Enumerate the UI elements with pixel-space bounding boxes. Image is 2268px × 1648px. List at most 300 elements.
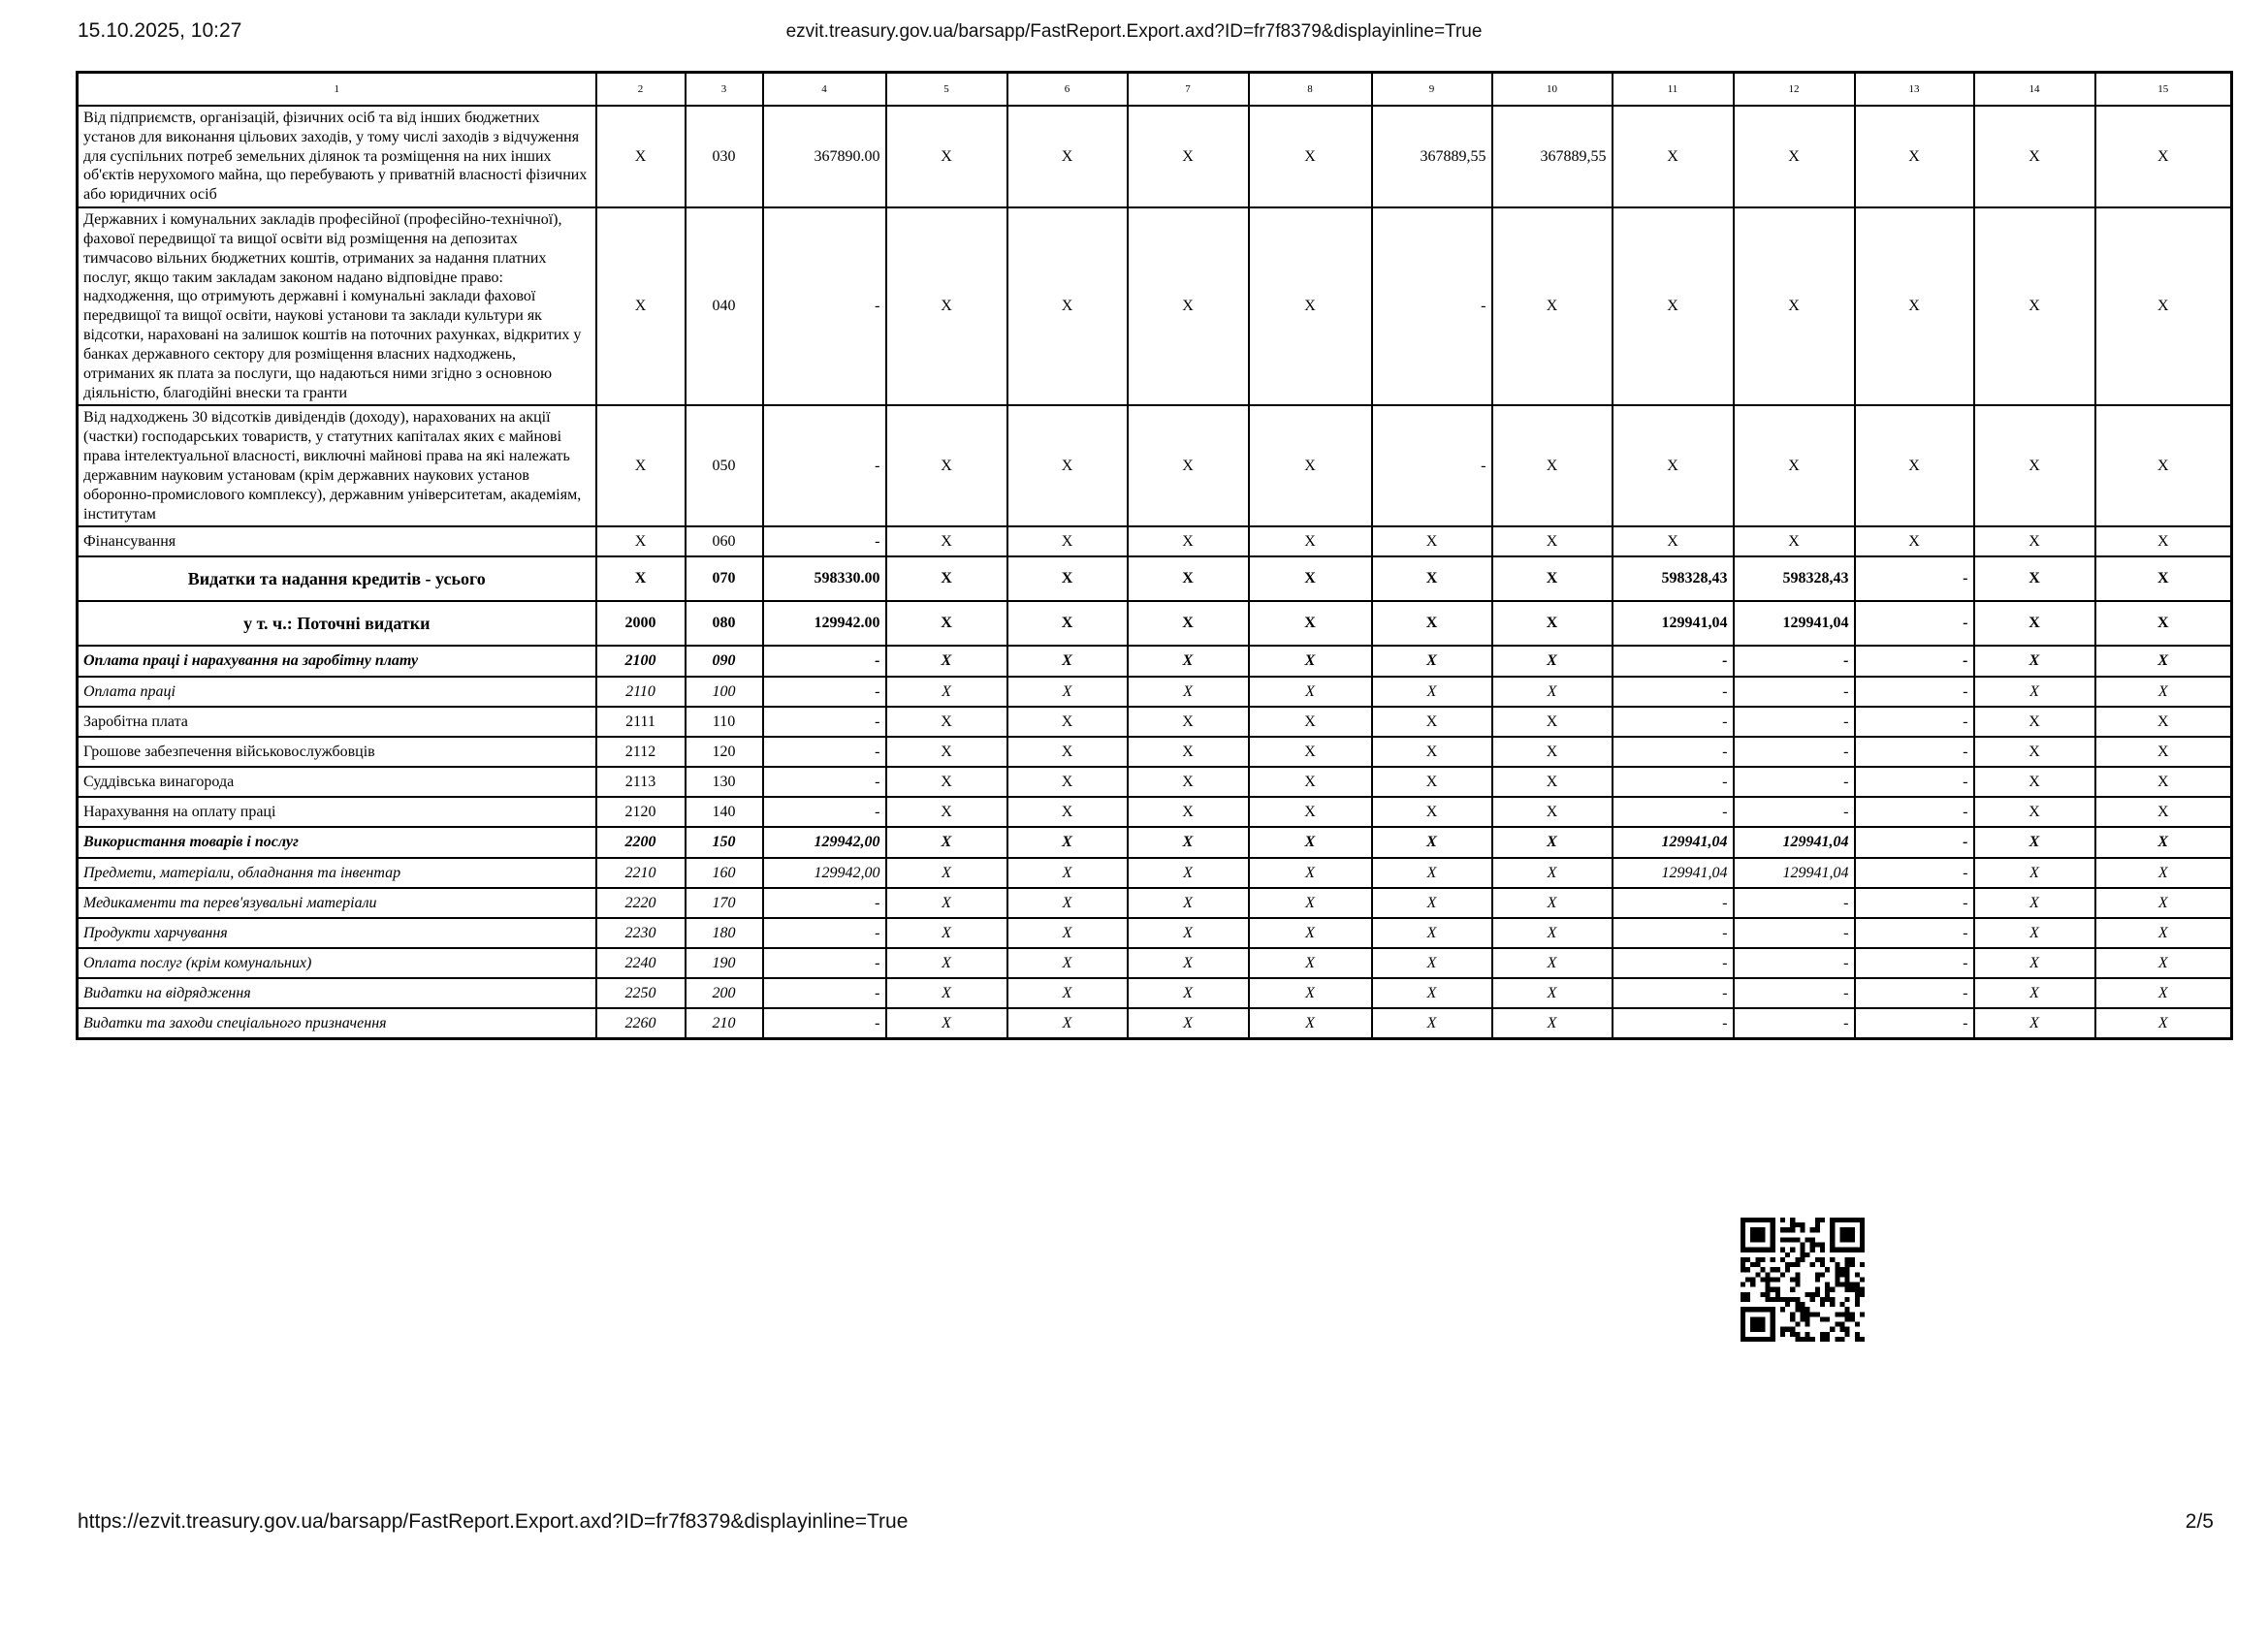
- table-row: [78, 526, 2232, 556]
- table-cell: X: [1372, 707, 1492, 737]
- table-cell: X: [1734, 207, 1855, 405]
- table-cell: X: [1974, 1008, 2095, 1038]
- table-cell: X: [886, 918, 1007, 948]
- table-cell: -: [1855, 918, 1974, 948]
- table-cell: X: [1492, 797, 1613, 827]
- table-cell: X: [2095, 827, 2232, 858]
- table-cell: -: [763, 948, 886, 978]
- table-cell: 367889,55: [1492, 106, 1613, 207]
- table-cell: -: [1372, 405, 1492, 526]
- table-cell: 129942,00: [763, 858, 886, 888]
- table-cell: -: [1855, 601, 1974, 646]
- table-cell: X: [886, 827, 1007, 858]
- table-row: [78, 767, 2232, 797]
- table-cell: X: [1734, 106, 1855, 207]
- table-cell: -: [763, 797, 886, 827]
- table-cell: -: [763, 677, 886, 707]
- table-cell: X: [1492, 767, 1613, 797]
- table-cell: X: [1492, 1008, 1613, 1038]
- table-cell: X: [1974, 677, 2095, 707]
- table-cell: X: [1007, 677, 1128, 707]
- row-label: Оплата праці: [78, 677, 596, 707]
- table-cell: X: [1128, 677, 1249, 707]
- table-cell: -: [1613, 888, 1734, 918]
- table-cell: -: [1613, 646, 1734, 677]
- table-cell: X: [1855, 106, 1974, 207]
- table-cell: 110: [686, 707, 763, 737]
- table-cell: X: [1372, 888, 1492, 918]
- column-number: 8: [1249, 73, 1372, 107]
- table-cell: X: [1128, 797, 1249, 827]
- table-cell: 2100: [596, 646, 686, 677]
- column-number: 6: [1007, 73, 1128, 107]
- column-number: 4: [763, 73, 886, 107]
- table-cell: X: [886, 767, 1007, 797]
- table-cell: -: [763, 405, 886, 526]
- table-cell: X: [2095, 646, 2232, 677]
- table-cell: X: [1734, 526, 1855, 556]
- table-cell: -: [763, 888, 886, 918]
- table-cell: -: [763, 646, 886, 677]
- table-cell: -: [1734, 888, 1855, 918]
- table-row: [78, 207, 2232, 405]
- table-cell: 2000: [596, 601, 686, 646]
- table-cell: X: [596, 526, 686, 556]
- table-cell: -: [1613, 1008, 1734, 1038]
- table-cell: X: [886, 737, 1007, 767]
- table-cell: 080: [686, 601, 763, 646]
- table-cell: X: [2095, 556, 2232, 601]
- column-number: 5: [886, 73, 1007, 107]
- table-cell: -: [763, 707, 886, 737]
- table-cell: X: [886, 106, 1007, 207]
- table-cell: X: [1249, 556, 1372, 601]
- table-cell: -: [1855, 1008, 1974, 1038]
- table-cell: X: [886, 677, 1007, 707]
- table-cell: 130: [686, 767, 763, 797]
- table-cell: X: [596, 405, 686, 526]
- table-cell: -: [1855, 737, 1974, 767]
- table-cell: 190: [686, 948, 763, 978]
- table-cell: -: [1734, 646, 1855, 677]
- table-cell: X: [1492, 737, 1613, 767]
- table-cell: X: [1372, 737, 1492, 767]
- table-cell: -: [1855, 797, 1974, 827]
- table-cell: 129942,00: [763, 827, 886, 858]
- table-cell: -: [1734, 918, 1855, 948]
- table-cell: 100: [686, 677, 763, 707]
- table-row: [78, 1008, 2232, 1038]
- table-cell: X: [1128, 707, 1249, 737]
- table-cell: X: [886, 207, 1007, 405]
- table-cell: X: [1855, 405, 1974, 526]
- table-cell: X: [1249, 646, 1372, 677]
- table-cell: X: [596, 556, 686, 601]
- table-cell: X: [1249, 207, 1372, 405]
- table-cell: X: [1007, 556, 1128, 601]
- table-cell: X: [1492, 405, 1613, 526]
- table-cell: X: [1372, 556, 1492, 601]
- table-cell: X: [1249, 858, 1372, 888]
- table-cell: 2220: [596, 888, 686, 918]
- table-cell: -: [763, 767, 886, 797]
- row-label: у т. ч.: Поточні видатки: [78, 601, 596, 646]
- table-cell: 2112: [596, 737, 686, 767]
- table-cell: 030: [686, 106, 763, 207]
- table-cell: X: [1128, 106, 1249, 207]
- table-cell: X: [1249, 526, 1372, 556]
- table-cell: X: [2095, 677, 2232, 707]
- table-cell: -: [1734, 797, 1855, 827]
- table-cell: 2240: [596, 948, 686, 978]
- table-cell: X: [1492, 888, 1613, 918]
- column-number: 3: [686, 73, 763, 107]
- column-number: 10: [1492, 73, 1613, 107]
- column-header-row: [78, 73, 2232, 107]
- table-row: [78, 827, 2232, 858]
- print-footer-url: https://ezvit.treasury.gov.ua/barsapp/FastReport.Export.axd?ID=fr7f8379&displayinline=True: [78, 1510, 909, 1533]
- table-cell: X: [886, 707, 1007, 737]
- table-cell: X: [1249, 737, 1372, 767]
- table-cell: 160: [686, 858, 763, 888]
- table-cell: -: [1734, 767, 1855, 797]
- table-cell: X: [1372, 918, 1492, 948]
- table-cell: X: [2095, 526, 2232, 556]
- table-cell: X: [596, 106, 686, 207]
- table-cell: -: [1613, 707, 1734, 737]
- table-cell: X: [1007, 526, 1128, 556]
- column-number: 12: [1734, 73, 1855, 107]
- table-cell: X: [1492, 707, 1613, 737]
- table-cell: X: [1492, 601, 1613, 646]
- column-number: 15: [2095, 73, 2232, 107]
- table-row: [78, 737, 2232, 767]
- table-cell: X: [1007, 767, 1128, 797]
- column-number: 9: [1372, 73, 1492, 107]
- table-cell: X: [1974, 737, 2095, 767]
- table-cell: X: [1492, 556, 1613, 601]
- table-cell: -: [1855, 827, 1974, 858]
- table-cell: -: [1613, 948, 1734, 978]
- table-row: [78, 707, 2232, 737]
- table-cell: -: [1734, 1008, 1855, 1038]
- table-cell: -: [1613, 978, 1734, 1008]
- table-cell: -: [763, 918, 886, 948]
- table-cell: X: [1974, 526, 2095, 556]
- table-cell: 180: [686, 918, 763, 948]
- table-cell: X: [2095, 707, 2232, 737]
- table-cell: X: [1974, 948, 2095, 978]
- table-cell: 040: [686, 207, 763, 405]
- table-cell: -: [1734, 677, 1855, 707]
- table-cell: 120: [686, 737, 763, 767]
- table-cell: X: [1974, 918, 2095, 948]
- row-label: Видатки та заходи спеціального призначення: [78, 1008, 596, 1038]
- table-cell: -: [1613, 767, 1734, 797]
- table-cell: X: [1492, 918, 1613, 948]
- table-cell: 129941,04: [1613, 858, 1734, 888]
- table-row: [78, 677, 2232, 707]
- table-cell: X: [2095, 405, 2232, 526]
- table-cell: 050: [686, 405, 763, 526]
- row-label: Предмети, матеріали, обладнання та інвентар: [78, 858, 596, 888]
- table-cell: X: [2095, 767, 2232, 797]
- table-cell: X: [1249, 978, 1372, 1008]
- table-cell: -: [1734, 707, 1855, 737]
- table-cell: -: [1372, 207, 1492, 405]
- table-cell: X: [1492, 677, 1613, 707]
- table-cell: X: [2095, 918, 2232, 948]
- table-cell: X: [1372, 827, 1492, 858]
- column-number: 11: [1613, 73, 1734, 107]
- table-cell: X: [1128, 978, 1249, 1008]
- table-cell: X: [1492, 858, 1613, 888]
- table-cell: X: [1974, 707, 2095, 737]
- table-cell: X: [1372, 1008, 1492, 1038]
- row-label: Оплата послуг (крім комунальних): [78, 948, 596, 978]
- table-cell: X: [2095, 1008, 2232, 1038]
- table-cell: -: [1734, 737, 1855, 767]
- table-cell: -: [1613, 677, 1734, 707]
- table-cell: X: [1007, 737, 1128, 767]
- table-cell: X: [1372, 797, 1492, 827]
- table-cell: 2200: [596, 827, 686, 858]
- table-cell: X: [1128, 918, 1249, 948]
- table-cell: 060: [686, 526, 763, 556]
- table-cell: -: [763, 737, 886, 767]
- table-cell: 200: [686, 978, 763, 1008]
- table-cell: 070: [686, 556, 763, 601]
- row-label: Нарахування на оплату праці: [78, 797, 596, 827]
- table-cell: -: [1855, 858, 1974, 888]
- table-cell: 367890.00: [763, 106, 886, 207]
- table-cell: 598330.00: [763, 556, 886, 601]
- table-cell: 129941,04: [1613, 827, 1734, 858]
- table-cell: X: [1974, 767, 2095, 797]
- table-cell: X: [1007, 888, 1128, 918]
- table-cell: X: [1007, 827, 1128, 858]
- table-cell: X: [886, 556, 1007, 601]
- budget-report-table: [76, 71, 2233, 1040]
- table-cell: X: [1855, 526, 1974, 556]
- table-cell: X: [1855, 207, 1974, 405]
- table-cell: -: [1734, 948, 1855, 978]
- table-cell: -: [763, 526, 886, 556]
- table-cell: X: [1249, 1008, 1372, 1038]
- table-cell: X: [1128, 1008, 1249, 1038]
- table-cell: X: [1974, 888, 2095, 918]
- table-cell: X: [1372, 767, 1492, 797]
- table-row: [78, 888, 2232, 918]
- table-cell: X: [1007, 207, 1128, 405]
- table-cell: X: [1128, 948, 1249, 978]
- table-cell: X: [1128, 737, 1249, 767]
- table-cell: 129941,04: [1613, 601, 1734, 646]
- table-row: [78, 797, 2232, 827]
- table-cell: X: [1974, 207, 2095, 405]
- table-cell: X: [886, 526, 1007, 556]
- table-cell: X: [1128, 601, 1249, 646]
- table-cell: X: [1249, 767, 1372, 797]
- table-cell: X: [1128, 556, 1249, 601]
- table-cell: -: [1855, 646, 1974, 677]
- table-cell: X: [2095, 948, 2232, 978]
- row-label: Суддівська винагорода: [78, 767, 596, 797]
- table-cell: X: [1007, 797, 1128, 827]
- table-cell: X: [1974, 405, 2095, 526]
- table-cell: X: [1249, 677, 1372, 707]
- table-cell: X: [1974, 646, 2095, 677]
- table-cell: X: [1007, 858, 1128, 888]
- table-cell: X: [1128, 767, 1249, 797]
- table-cell: X: [1492, 207, 1613, 405]
- print-footer-page-number: 2/5: [2185, 1510, 2214, 1533]
- row-label: Державних і комунальних закладів професійної (професійно-технічної), фахової передвищої та вищої освіти від розміщення на депозитах тимчасово вільних бюджетних коштів, отриманих за надання платних послуг, якщо таким закладам законом надано відповідне право: надходження, що отримують державні і комунальні заклади фахової передвищої та вищої освіти, наукові установи та заклади культури як відсотки, нараховані на залишок коштів на поточних рахунках, відкритих у банках державного сектору для розміщення власних надходжень, отриманих як плата за послуги, що надаються ними згідно з основною діяльністю, благодійні внески та гранти: [78, 207, 596, 405]
- table-cell: X: [886, 888, 1007, 918]
- table-cell: -: [1855, 767, 1974, 797]
- table-cell: X: [1492, 978, 1613, 1008]
- table-cell: 2260: [596, 1008, 686, 1038]
- table-cell: 2120: [596, 797, 686, 827]
- table-cell: 129941,04: [1734, 858, 1855, 888]
- column-number: 14: [1974, 73, 2095, 107]
- table-cell: X: [886, 1008, 1007, 1038]
- table-row: [78, 858, 2232, 888]
- table-cell: -: [1855, 948, 1974, 978]
- table-row: [78, 405, 2232, 526]
- table-cell: X: [1007, 978, 1128, 1008]
- table-cell: X: [1128, 526, 1249, 556]
- table-cell: 210: [686, 1008, 763, 1038]
- table-cell: 170: [686, 888, 763, 918]
- table-cell: X: [1613, 106, 1734, 207]
- table-cell: X: [1372, 858, 1492, 888]
- table-cell: X: [886, 797, 1007, 827]
- table-cell: X: [886, 948, 1007, 978]
- table-cell: -: [763, 1008, 886, 1038]
- table-row: [78, 106, 2232, 207]
- table-cell: X: [1372, 978, 1492, 1008]
- column-number: 1: [78, 73, 596, 107]
- table-cell: X: [1007, 646, 1128, 677]
- table-cell: X: [1128, 858, 1249, 888]
- table-cell: X: [1249, 918, 1372, 948]
- table-cell: 2250: [596, 978, 686, 1008]
- table-cell: X: [1372, 677, 1492, 707]
- table-cell: X: [1249, 707, 1372, 737]
- table-cell: X: [1128, 646, 1249, 677]
- table-cell: 2210: [596, 858, 686, 888]
- table-cell: 129941,04: [1734, 827, 1855, 858]
- table-cell: 598328,43: [1613, 556, 1734, 601]
- table-cell: 140: [686, 797, 763, 827]
- table-cell: X: [1372, 948, 1492, 978]
- table-cell: -: [1855, 707, 1974, 737]
- table-cell: X: [1249, 601, 1372, 646]
- table-cell: X: [1249, 797, 1372, 827]
- column-number: 2: [596, 73, 686, 107]
- print-header-url: ezvit.treasury.gov.ua/barsapp/FastReport.Export.axd?ID=fr7f8379&displayinline=True: [785, 21, 1483, 42]
- table-cell: X: [1974, 858, 2095, 888]
- table-cell: X: [1613, 207, 1734, 405]
- row-label: Грошове забезпечення військовослужбовців: [78, 737, 596, 767]
- table-cell: X: [1372, 526, 1492, 556]
- table-cell: X: [1734, 405, 1855, 526]
- row-label: Видатки на відрядження: [78, 978, 596, 1008]
- table-row: [78, 918, 2232, 948]
- table-row: [78, 978, 2232, 1008]
- table-cell: X: [1007, 106, 1128, 207]
- table-cell: X: [2095, 858, 2232, 888]
- table-cell: X: [1007, 948, 1128, 978]
- table-cell: -: [1613, 737, 1734, 767]
- table-cell: X: [1128, 207, 1249, 405]
- table-cell: X: [886, 601, 1007, 646]
- table-cell: -: [1855, 978, 1974, 1008]
- table-cell: X: [2095, 888, 2232, 918]
- table-cell: X: [886, 405, 1007, 526]
- column-number: 13: [1855, 73, 1974, 107]
- row-label: Заробітна плата: [78, 707, 596, 737]
- table-cell: X: [2095, 978, 2232, 1008]
- table-cell: X: [1249, 405, 1372, 526]
- table-cell: X: [1613, 405, 1734, 526]
- row-label: Видатки та надання кредитів - усього: [78, 556, 596, 601]
- table-cell: X: [1974, 797, 2095, 827]
- table-cell: X: [886, 858, 1007, 888]
- row-label: Від надходжень 30 відсотків дивідендів (доходу), нарахованих на акції (частки) господарських товариств, у статутних капіталах яких є майнові права інтелектуальної власності, виключні майнові права на які належать державним науковим установам (крім державних наукових установ оборонно-промислового комплексу), державним університетам, академіям, інститутам: [78, 405, 596, 526]
- table-cell: X: [2095, 601, 2232, 646]
- table-cell: X: [2095, 106, 2232, 207]
- table-cell: X: [1249, 106, 1372, 207]
- table-cell: X: [1007, 405, 1128, 526]
- table-cell: X: [886, 978, 1007, 1008]
- table-cell: -: [1734, 978, 1855, 1008]
- table-cell: 367889,55: [1372, 106, 1492, 207]
- table-cell: X: [1372, 601, 1492, 646]
- table-cell: X: [1492, 948, 1613, 978]
- table-cell: 2113: [596, 767, 686, 797]
- table-cell: X: [1492, 827, 1613, 858]
- table-cell: X: [1249, 948, 1372, 978]
- table-cell: 2110: [596, 677, 686, 707]
- table-row: [78, 646, 2232, 677]
- table-cell: -: [1613, 918, 1734, 948]
- row-label: Фінансування: [78, 526, 596, 556]
- table-cell: X: [2095, 737, 2232, 767]
- table-cell: X: [1613, 526, 1734, 556]
- table-cell: -: [1855, 888, 1974, 918]
- table-cell: X: [886, 646, 1007, 677]
- table-cell: X: [1128, 888, 1249, 918]
- table-cell: X: [2095, 797, 2232, 827]
- table-cell: X: [1007, 707, 1128, 737]
- table-cell: X: [596, 207, 686, 405]
- table-cell: X: [1249, 888, 1372, 918]
- row-label: Медикаменти та перев'язувальні матеріали: [78, 888, 596, 918]
- table-row: [78, 556, 2232, 601]
- table-cell: X: [1128, 405, 1249, 526]
- table-row: [78, 601, 2232, 646]
- table-cell: 090: [686, 646, 763, 677]
- table-cell: X: [1974, 556, 2095, 601]
- table-cell: X: [1974, 827, 2095, 858]
- table-cell: X: [1372, 646, 1492, 677]
- table-cell: 2230: [596, 918, 686, 948]
- table-cell: X: [1128, 827, 1249, 858]
- table-cell: 129941,04: [1734, 601, 1855, 646]
- row-label: Використання товарів і послуг: [78, 827, 596, 858]
